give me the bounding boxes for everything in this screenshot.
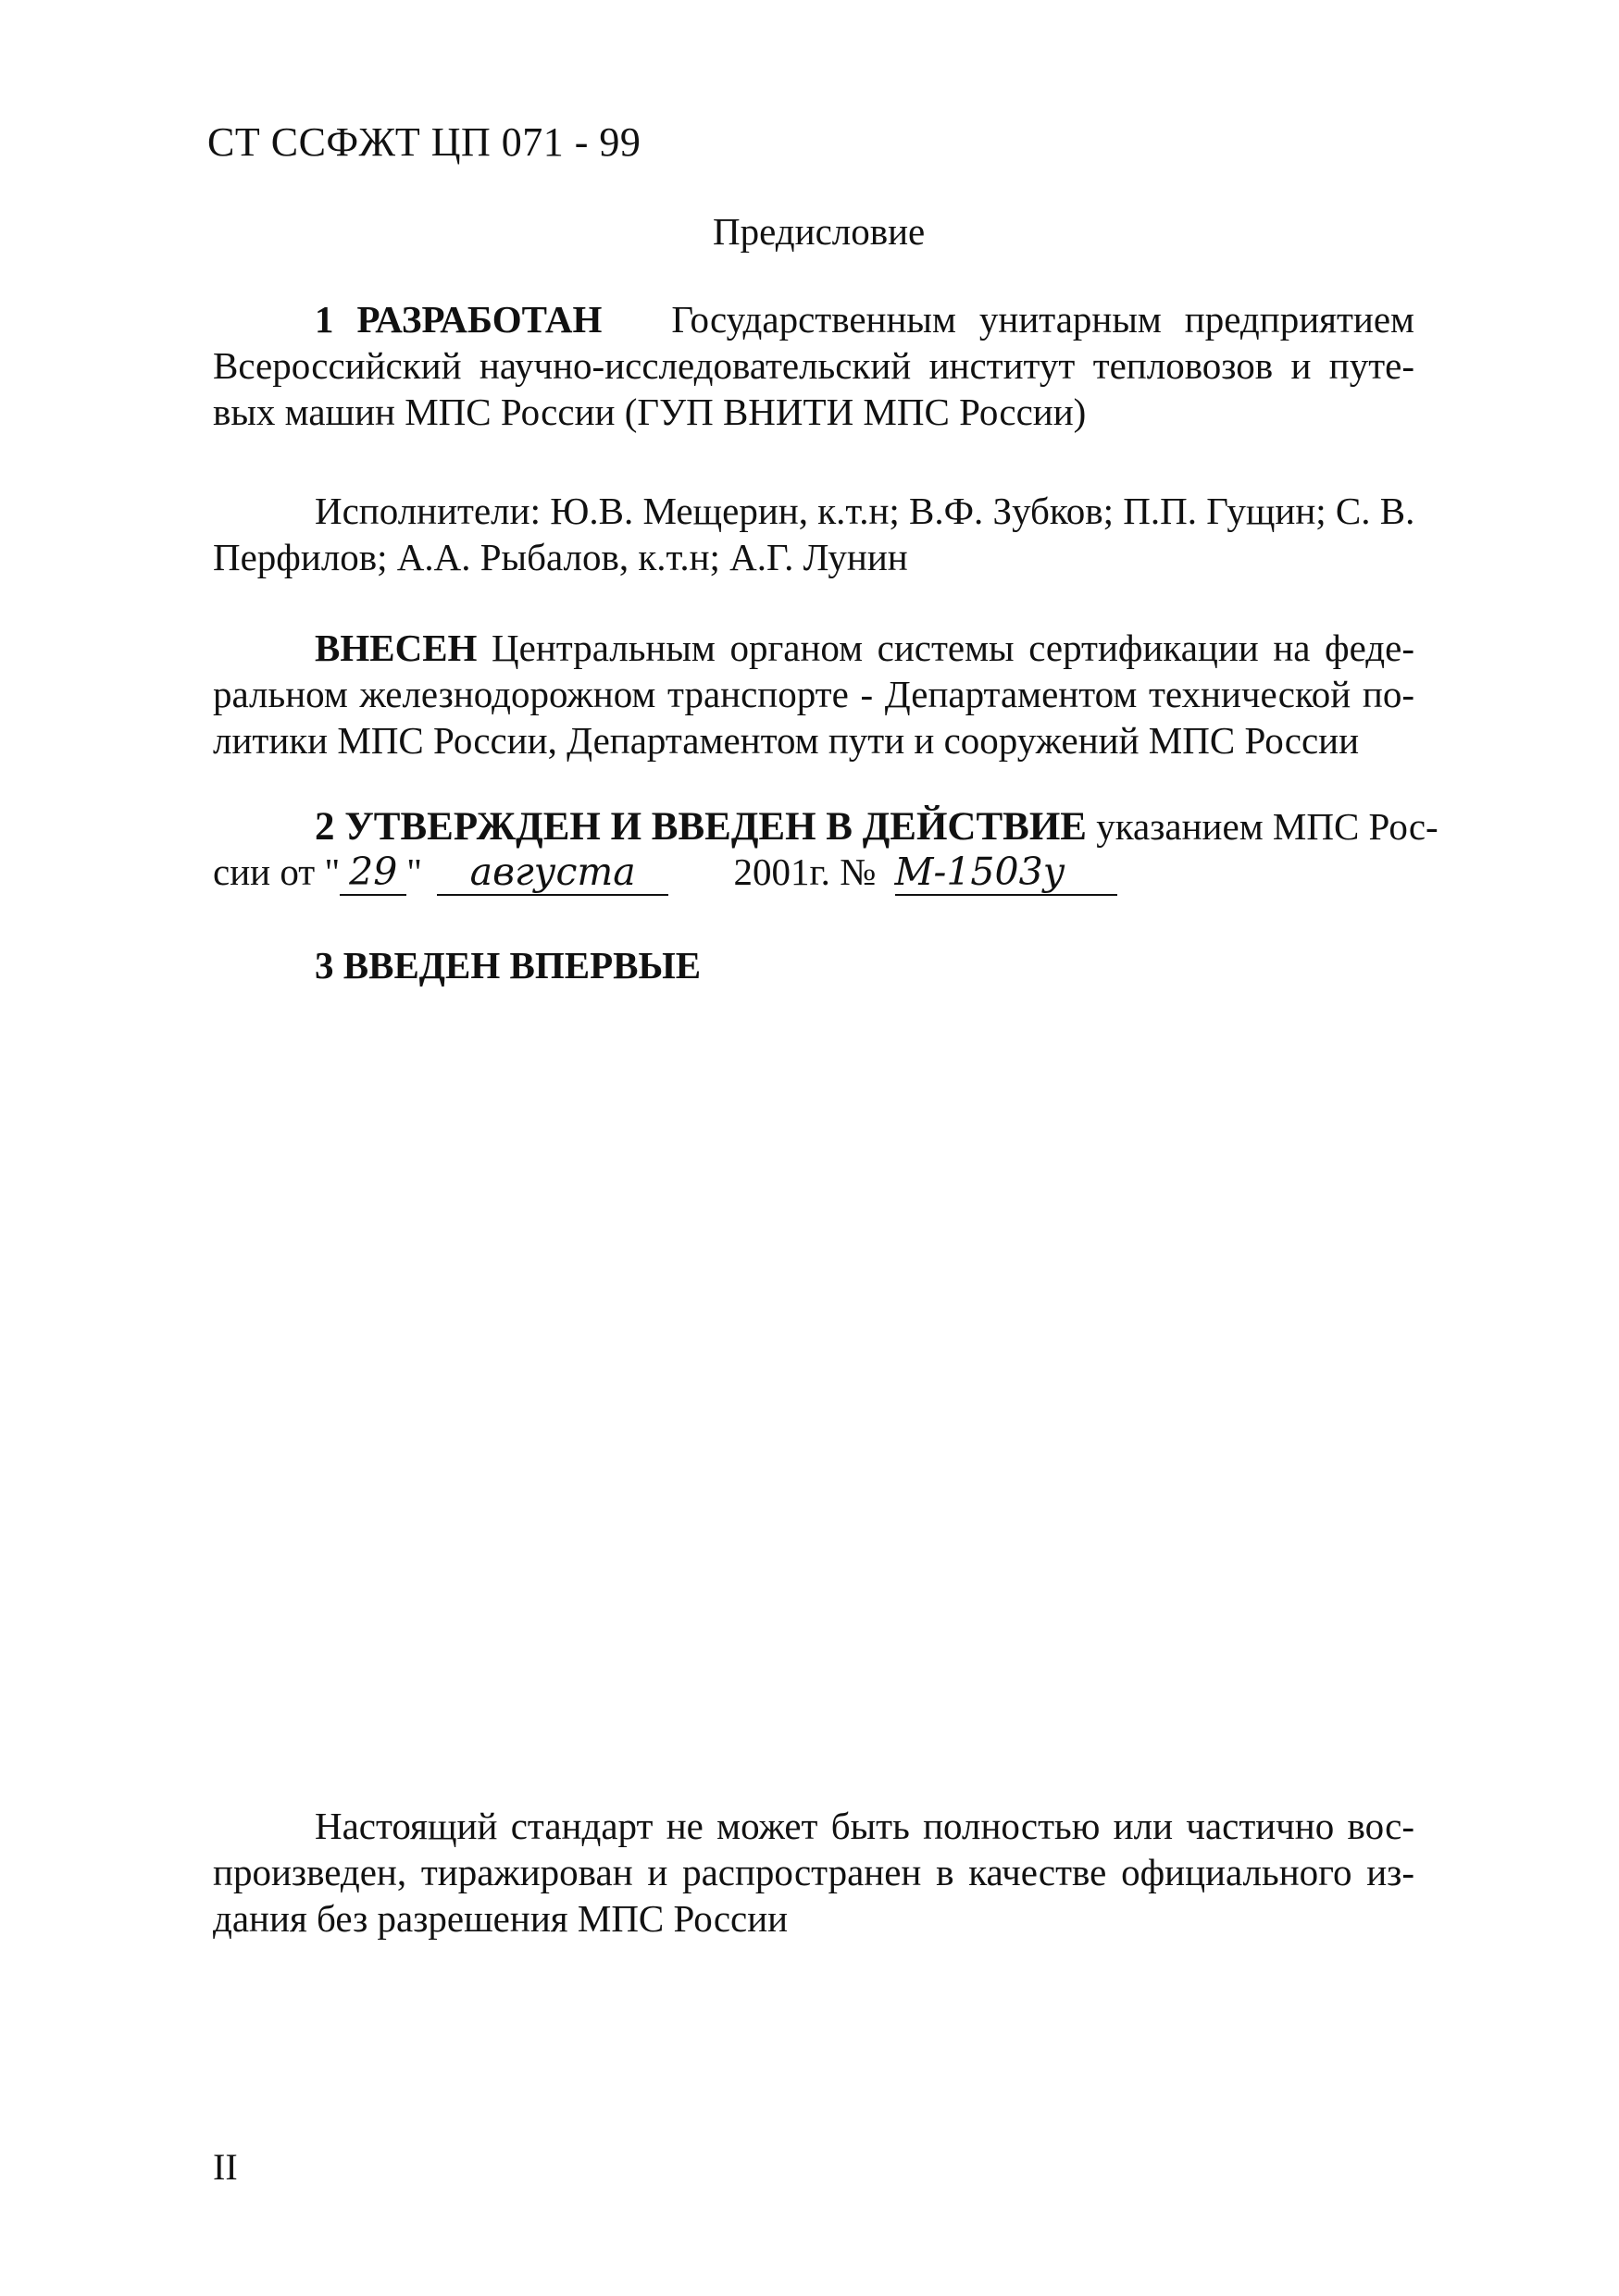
document-code: СТ ССФЖТ ЦП 071 - 99 xyxy=(207,119,641,165)
item-approved xyxy=(213,803,1438,850)
performers xyxy=(213,488,1414,580)
preface-title: Предисловие xyxy=(713,210,926,253)
item-approved-line-1-text: указанием МПС Рос- xyxy=(1096,805,1438,848)
item-approved-line-1 xyxy=(213,803,1438,850)
item-developed-line-1 xyxy=(213,296,1414,342)
item-submitted xyxy=(213,625,1414,763)
item-approved-label: 2 УТВЕРЖДЕН И ВВЕДЕН В ДЕЙСТВИЕ xyxy=(315,805,1087,849)
performers-line-1: Исполнители: Ю.В. Мещерин, к.т.н; В.Ф. Зубков; П.П. Гущин; С. В. xyxy=(315,490,1415,532)
copyright-notice-line-2: произведен, тиражирован и распространен в качестве официального из- xyxy=(213,1851,1414,1893)
copyright-notice-line-3: дания без разрешения МПС России xyxy=(213,1897,789,1940)
item-developed-line-1-text: Государственным унитарным предприятием xyxy=(671,298,1414,341)
performers-line-2: Перфилов; А.А. Рыбалов, к.т.н; А.Г. Лунин xyxy=(213,536,908,578)
approval-number-handwritten: М-1503у xyxy=(895,850,1117,896)
item-first-introduced-label: 3 ВВЕДЕН ВПЕРВЫЕ xyxy=(315,944,702,987)
approval-date-row xyxy=(213,850,1117,896)
item-developed-line-2: Всероссийский научно-исследовательский институт тепловозов и путе- xyxy=(213,344,1414,387)
approval-prefix: сии от " xyxy=(213,850,341,893)
approval-day-handwritten: 29 xyxy=(340,850,406,896)
item-submitted-line-2: ральном железнодорожном транспорте - Департаментом технической по- xyxy=(213,673,1414,715)
item-developed-label: 1 РАЗРАБОТАН xyxy=(315,298,603,341)
item-first-introduced xyxy=(213,942,1414,988)
item-developed-line-3: вых машин МПС России (ГУП ВНИТИ МПС России) xyxy=(213,391,1087,433)
approval-month-handwritten: августа xyxy=(437,850,668,896)
item-submitted-line-1 xyxy=(213,625,1414,671)
item-submitted-label: ВНЕСЕН xyxy=(315,627,478,669)
item-developed xyxy=(213,296,1414,435)
approval-quote-close: " xyxy=(406,850,422,893)
item-submitted-line-1-text: Центральным органом системы сертификации на феде- xyxy=(492,627,1414,669)
item-submitted-line-3: литики МПС России, Департаментом пути и сооружений МПС России xyxy=(213,719,1360,762)
page-number: II xyxy=(213,2146,238,2188)
copyright-notice xyxy=(213,1803,1414,1942)
approval-year-number-label: 2001г. № xyxy=(733,850,877,893)
item-first-introduced-line xyxy=(213,942,1414,988)
copyright-notice-line-1: Настоящий стандарт не может быть полностью или частично вос- xyxy=(315,1805,1414,1847)
